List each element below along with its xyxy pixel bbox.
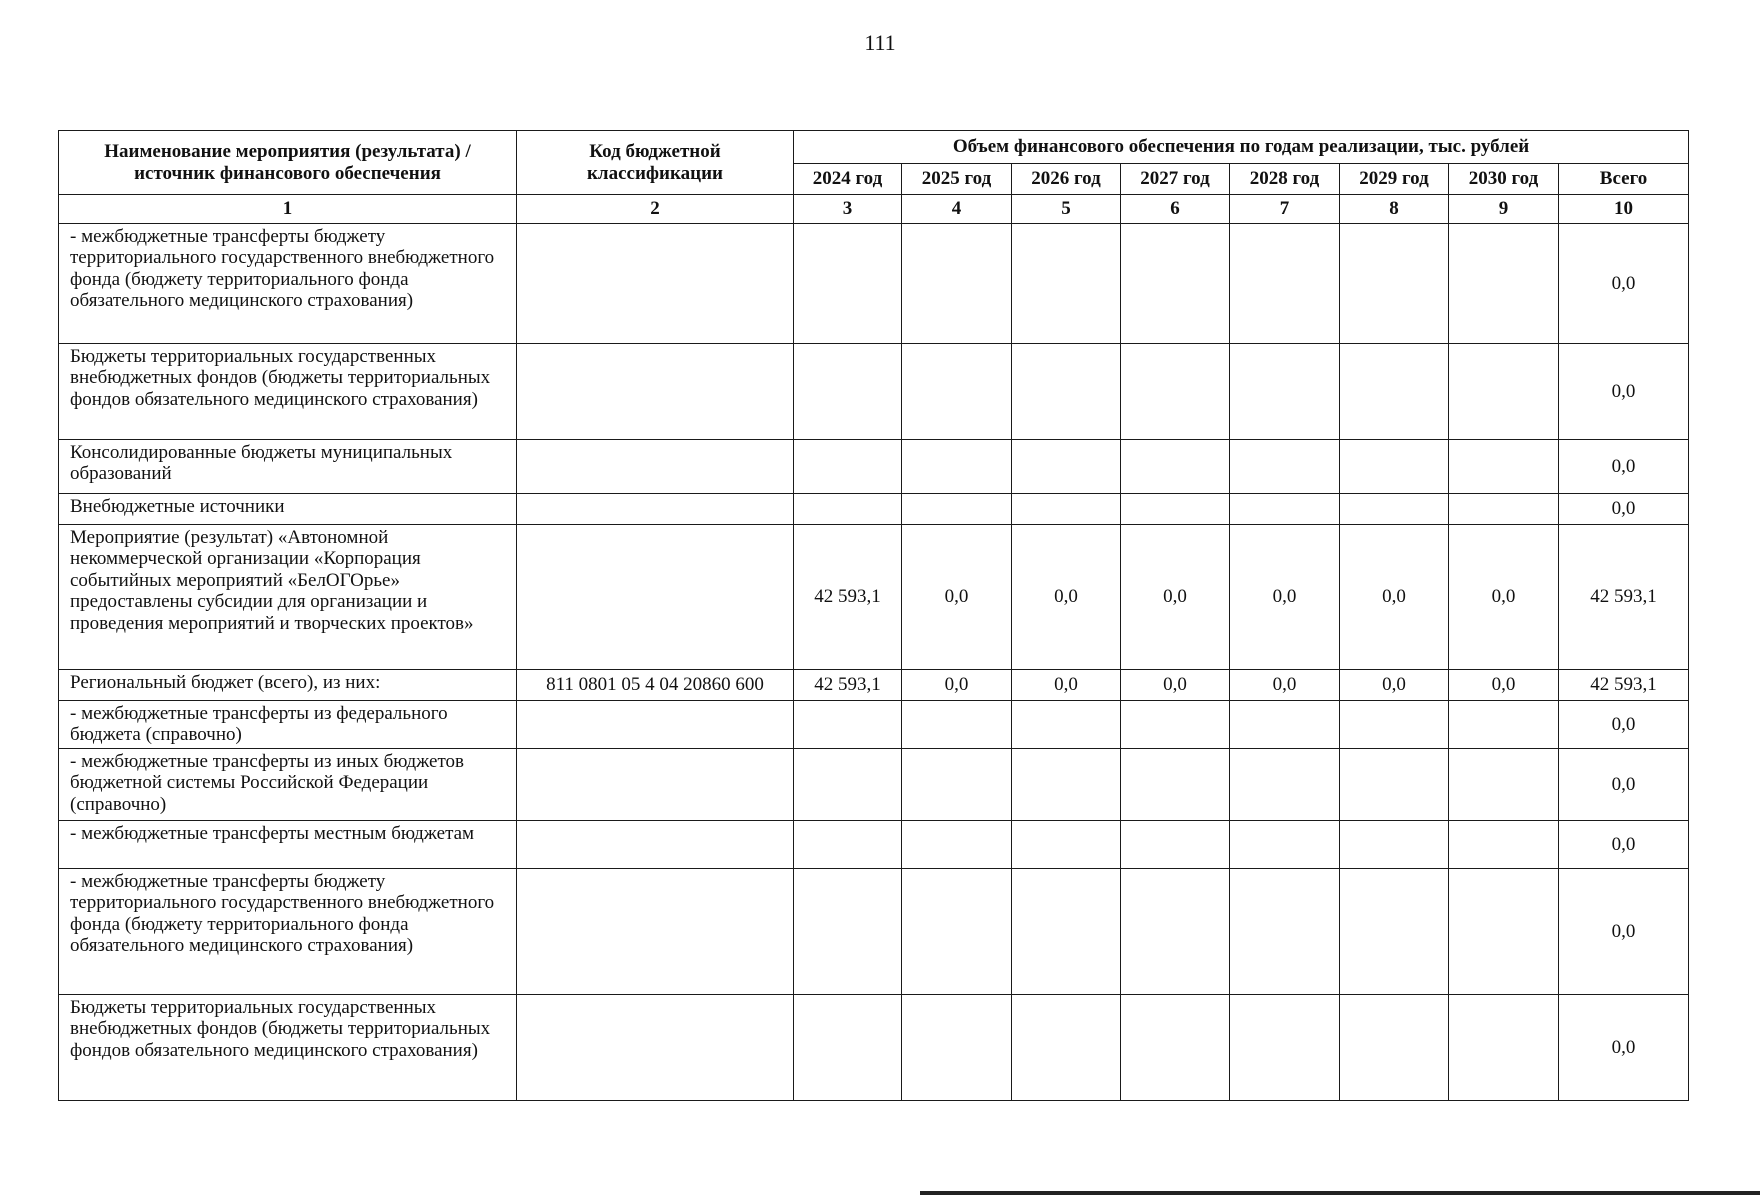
row-total: 42 593,1	[1559, 525, 1689, 670]
row-value	[794, 995, 902, 1101]
row-value	[902, 344, 1012, 440]
row-value	[1230, 494, 1340, 525]
row-value	[1340, 821, 1449, 869]
row-value: 0,0	[1230, 525, 1340, 670]
row-value	[1012, 821, 1121, 869]
scan-edge-line	[920, 1191, 1760, 1195]
row-value	[1340, 440, 1449, 494]
row-value	[1449, 749, 1559, 821]
row-name: Мероприятие (результат) «Автономной некоммерческой организации «Корпорация событийных мероприятий «БелОГОрье» предоставлены субсидии для организации и проведения мероприятий и творческих проектов»	[59, 525, 517, 670]
row-code: 811 0801 05 4 04 20860 600	[517, 670, 794, 701]
row-value	[1121, 701, 1230, 749]
header-code: Код бюджетной классификации	[517, 131, 794, 195]
row-value	[794, 869, 902, 995]
row-value: 42 593,1	[794, 670, 902, 701]
row-value	[1340, 869, 1449, 995]
table-row	[59, 995, 1689, 1101]
table-row	[59, 821, 1689, 869]
row-value	[1449, 995, 1559, 1101]
row-value	[1121, 494, 1230, 525]
row-value	[1121, 440, 1230, 494]
row-name: - межбюджетные трансферты местным бюджетам	[59, 821, 517, 869]
row-value	[1121, 995, 1230, 1101]
row-value	[794, 494, 902, 525]
row-value	[1230, 995, 1340, 1101]
column-number: 1	[59, 195, 517, 224]
header-year: 2029 год	[1340, 164, 1449, 195]
table-row	[59, 869, 1689, 995]
row-value	[902, 701, 1012, 749]
row-name: Бюджеты территориальных государственных внебюджетных фондов (бюджеты территориальных фондов обязательного медицинского страхования)	[59, 344, 517, 440]
row-code	[517, 440, 794, 494]
row-value	[1121, 749, 1230, 821]
row-value	[1230, 821, 1340, 869]
row-value	[1012, 995, 1121, 1101]
row-total: 0,0	[1559, 995, 1689, 1101]
row-code	[517, 344, 794, 440]
row-value	[902, 494, 1012, 525]
header-year: 2028 год	[1230, 164, 1340, 195]
row-value	[794, 224, 902, 344]
header-volume: Объем финансового обеспечения по годам реализации, тыс. рублей	[794, 131, 1689, 164]
row-value	[1012, 701, 1121, 749]
table-row	[59, 494, 1689, 525]
row-value: 0,0	[1121, 525, 1230, 670]
row-value	[1340, 701, 1449, 749]
row-value: 0,0	[1340, 670, 1449, 701]
row-value: 0,0	[1012, 670, 1121, 701]
column-number: 5	[1012, 195, 1121, 224]
row-value	[1121, 869, 1230, 995]
row-value	[1230, 701, 1340, 749]
header-row	[59, 131, 1689, 164]
row-code	[517, 494, 794, 525]
column-number: 3	[794, 195, 902, 224]
row-value	[1230, 869, 1340, 995]
row-value: 0,0	[1121, 670, 1230, 701]
table-row	[59, 440, 1689, 494]
column-numbers-row	[59, 195, 1689, 224]
row-value	[1012, 869, 1121, 995]
row-name: Региональный бюджет (всего), из них:	[59, 670, 517, 701]
row-value	[1121, 344, 1230, 440]
row-code	[517, 995, 794, 1101]
row-value	[1449, 701, 1559, 749]
row-value: 0,0	[1449, 670, 1559, 701]
row-name: - межбюджетные трансферты бюджету территориального государственного внебюджетного фонда (бюджету территориального фонда обязательного медицинского страхования)	[59, 869, 517, 995]
row-value: 0,0	[902, 525, 1012, 670]
page-number: 111	[864, 30, 896, 55]
row-value	[1230, 749, 1340, 821]
row-value	[1121, 821, 1230, 869]
header-year: Всего	[1559, 164, 1689, 195]
row-name: Бюджеты территориальных государственных внебюджетных фондов (бюджеты территориальных фондов обязательного медицинского страхования)	[59, 995, 517, 1101]
row-value	[902, 869, 1012, 995]
table-row	[59, 749, 1689, 821]
row-total: 0,0	[1559, 440, 1689, 494]
row-name: Внебюджетные источники	[59, 494, 517, 525]
column-number: 8	[1340, 195, 1449, 224]
row-value	[1230, 344, 1340, 440]
row-value	[794, 440, 902, 494]
row-total: 0,0	[1559, 869, 1689, 995]
row-value	[902, 440, 1012, 494]
row-value	[794, 749, 902, 821]
row-value	[1012, 494, 1121, 525]
row-value: 0,0	[1340, 525, 1449, 670]
column-number: 10	[1559, 195, 1689, 224]
financing-table	[58, 130, 1689, 1101]
row-value	[1340, 494, 1449, 525]
row-total: 0,0	[1559, 701, 1689, 749]
table-row	[59, 525, 1689, 670]
row-value: 0,0	[902, 670, 1012, 701]
row-value	[1449, 224, 1559, 344]
row-value	[1449, 344, 1559, 440]
row-value	[1012, 224, 1121, 344]
row-code	[517, 701, 794, 749]
row-total: 0,0	[1559, 821, 1689, 869]
row-value	[794, 821, 902, 869]
header-year: 2026 год	[1012, 164, 1121, 195]
row-value	[1121, 224, 1230, 344]
row-value	[902, 224, 1012, 344]
row-value	[1340, 344, 1449, 440]
row-total: 42 593,1	[1559, 670, 1689, 701]
row-value	[1449, 440, 1559, 494]
header-name: Наименование мероприятия (результата) / источник финансового обеспечения	[59, 131, 517, 195]
row-name: - межбюджетные трансферты из федерального бюджета (справочно)	[59, 701, 517, 749]
header-year: 2024 год	[794, 164, 902, 195]
header-year: 2025 год	[902, 164, 1012, 195]
header-year: 2030 год	[1449, 164, 1559, 195]
row-value	[1449, 494, 1559, 525]
row-name: - межбюджетные трансферты бюджету территориального государственного внебюджетного фонда (бюджету территориального фонда обязательного медицинского страхования)	[59, 224, 517, 344]
header-year: 2027 год	[1121, 164, 1230, 195]
row-value	[1340, 224, 1449, 344]
column-number: 9	[1449, 195, 1559, 224]
row-value: 42 593,1	[794, 525, 902, 670]
row-value	[1340, 749, 1449, 821]
row-code	[517, 821, 794, 869]
row-total: 0,0	[1559, 224, 1689, 344]
row-code	[517, 749, 794, 821]
row-value	[794, 701, 902, 749]
column-number: 4	[902, 195, 1012, 224]
table-row	[59, 670, 1689, 701]
row-code	[517, 869, 794, 995]
table-body	[59, 224, 1689, 1101]
row-value: 0,0	[1012, 525, 1121, 670]
row-value	[902, 995, 1012, 1101]
row-value	[1012, 344, 1121, 440]
row-value	[794, 344, 902, 440]
row-value: 0,0	[1230, 670, 1340, 701]
row-code	[517, 525, 794, 670]
row-value	[1012, 440, 1121, 494]
row-value: 0,0	[1449, 525, 1559, 670]
row-value	[902, 821, 1012, 869]
row-total: 0,0	[1559, 344, 1689, 440]
table-row	[59, 344, 1689, 440]
row-value	[1230, 224, 1340, 344]
row-value	[1340, 995, 1449, 1101]
row-value	[902, 749, 1012, 821]
row-value	[1012, 749, 1121, 821]
column-number: 6	[1121, 195, 1230, 224]
table-row	[59, 224, 1689, 344]
row-value	[1230, 440, 1340, 494]
row-value	[1449, 821, 1559, 869]
column-number: 2	[517, 195, 794, 224]
row-total: 0,0	[1559, 749, 1689, 821]
column-number: 7	[1230, 195, 1340, 224]
row-code	[517, 224, 794, 344]
row-total: 0,0	[1559, 494, 1689, 525]
row-value	[1449, 869, 1559, 995]
table-row	[59, 701, 1689, 749]
row-name: Консолидированные бюджеты муниципальных образований	[59, 440, 517, 494]
row-name: - межбюджетные трансферты из иных бюджетов бюджетной системы Российской Федерации (справочно)	[59, 749, 517, 821]
